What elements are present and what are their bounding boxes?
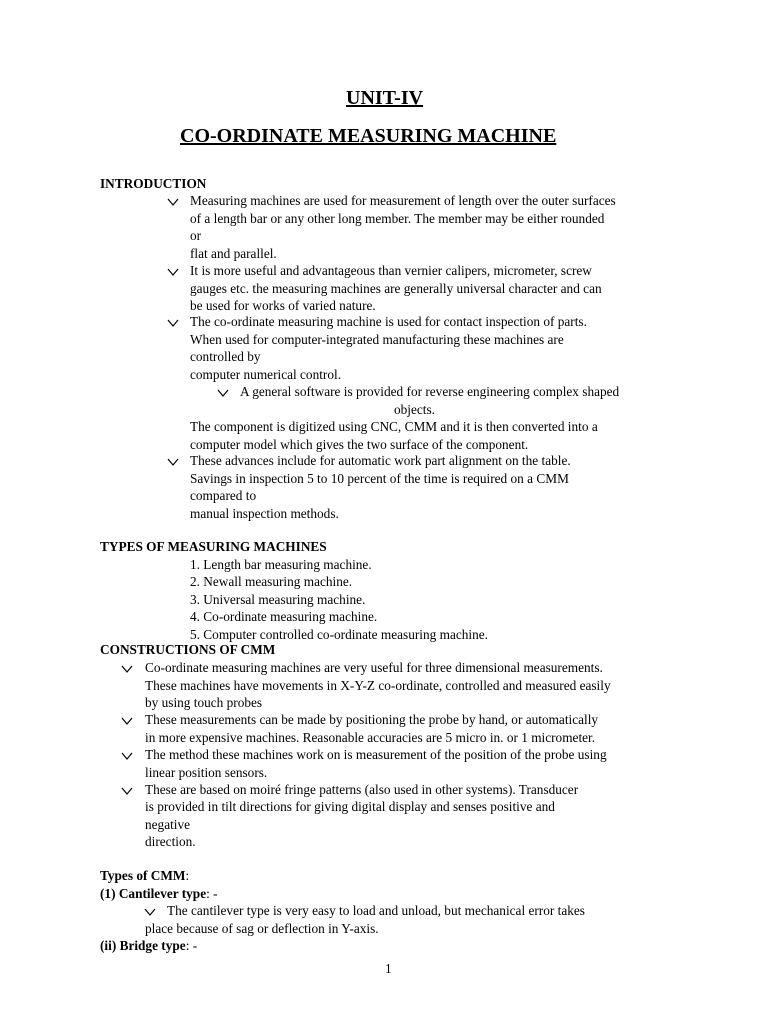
intro-bullet-4-line-4: computer model which gives the two surface of the component. [190, 437, 529, 452]
bridge-type-label-bold: (ii) Bridge type [100, 938, 186, 953]
chevron-down-icon [167, 457, 179, 467]
intro-bullet-4-line-1: A general software is provided for reverse engineering complex shaped [240, 384, 620, 399]
intro-bullet-2-line-1: It is more useful and advantageous than vernier calipers, micrometer, screw [190, 263, 592, 278]
intro-bullet-3-line-1: The co-ordinate measuring machine is used for contact inspection of parts. [190, 314, 587, 329]
chevron-down-icon [167, 318, 179, 328]
intro-bullet-1-line-4: flat and parallel. [190, 246, 277, 261]
construction-bullet-2-line-2: in more expensive machines. Reasonable accuracies are 5 micro in. or 1 micrometer. [145, 730, 596, 745]
chevron-down-icon [121, 716, 133, 726]
construction-bullet-4-line-2: is provided in tilt directions for giving digital display and senses positive and [145, 799, 555, 814]
chevron-down-icon [167, 267, 179, 277]
intro-bullet-3-line-3: controlled by [190, 349, 261, 364]
intro-bullet-5-line-2: Savings in inspection 5 to 10 percent of the time is required on a CMM [190, 471, 569, 486]
types-list-item: 3. Universal measuring machine. [190, 592, 366, 607]
construction-bullet-4-line-4: direction. [145, 834, 196, 849]
construction-bullet-1-line-1: Co-ordinate measuring machines are very useful for three dimensional measurements. [145, 660, 603, 675]
construction-bullet-3-line-1: The method these machines work on is measurement of the position of the probe using [145, 747, 607, 762]
bridge-type-label [100, 937, 197, 955]
cmm-types-heading-rest: : [185, 868, 190, 883]
cmm-types-heading-bold: Types of CMM [100, 868, 186, 883]
intro-bullet-5-line-3: compared to [190, 488, 257, 503]
intro-bullet-3-line-2: When used for computer-integrated manufacturing these machines are [190, 332, 564, 347]
section-heading-constructions: CONSTRUCTIONS OF CMM [100, 642, 276, 657]
types-list-item: 1. Length bar measuring machine. [190, 557, 372, 572]
intro-bullet-4-line-2: objects. [394, 402, 435, 417]
page-title: CO-ORDINATE MEASURING MACHINE [180, 125, 557, 147]
intro-bullet-1-line-2: of a length bar or any other long member. The member may be either rounded [190, 211, 605, 226]
bridge-type-label-rest: : - [185, 938, 198, 953]
cantilever-desc-line-1: The cantilever type is very easy to load and unload, but mechanical error takes [167, 903, 585, 918]
types-list-item: 5. Computer controlled co-ordinate measuring machine. [190, 627, 488, 642]
intro-bullet-3-line-4: computer numerical control. [190, 367, 342, 382]
intro-bullet-5-line-1: These advances include for automatic work part alignment on the table. [190, 453, 571, 468]
intro-bullet-5-line-4: manual inspection methods. [190, 506, 339, 521]
chevron-down-icon [167, 197, 179, 207]
types-list-item: 4. Co-ordinate measuring machine. [190, 609, 378, 624]
chevron-down-icon [217, 388, 229, 398]
page-number: 1 [385, 961, 392, 976]
construction-bullet-2-line-1: These measurements can be made by positioning the probe by hand, or automatically [145, 712, 599, 727]
construction-bullet-4-line-1: These are based on moiré fringe patterns (also used in other systems). Transducer [145, 782, 579, 797]
chevron-down-icon [121, 786, 133, 796]
intro-bullet-1-line-1: Measuring machines are used for measurement of length over the outer surfaces [190, 193, 616, 208]
construction-bullet-1-line-2: These machines have movements in X-Y-Z co-ordinate, controlled and measured easily [145, 678, 611, 693]
intro-bullet-4-line-3: The component is digitized using CNC, CMM and it is then converted into a [190, 419, 598, 434]
construction-bullet-4-line-3: negative [145, 817, 191, 832]
chevron-down-icon [144, 907, 156, 917]
chevron-down-icon [121, 664, 133, 674]
intro-bullet-1-line-3: or [190, 228, 202, 243]
intro-bullet-2-line-3: be used for works of varied nature. [190, 298, 376, 313]
cmm-types-heading [100, 867, 189, 885]
section-heading-introduction: INTRODUCTION [100, 176, 207, 191]
construction-bullet-3-line-2: linear position sensors. [145, 765, 268, 780]
unit-title: UNIT-IV [346, 87, 424, 109]
intro-bullet-2-line-2: gauges etc. the measuring machines are generally universal character and can [190, 281, 602, 296]
cantilever-type-label [100, 885, 218, 903]
types-list-item: 2. Newall measuring machine. [190, 574, 353, 589]
cantilever-desc-line-2: place because of sag or deflection in Y-axis. [145, 921, 379, 936]
section-heading-types: TYPES OF MEASURING MACHINES [100, 539, 327, 554]
construction-bullet-1-line-3: by using touch probes [145, 695, 263, 710]
chevron-down-icon [121, 751, 133, 761]
cantilever-type-label-bold: (1) Cantilever type [100, 886, 207, 901]
cantilever-type-label-rest: : - [206, 886, 218, 901]
